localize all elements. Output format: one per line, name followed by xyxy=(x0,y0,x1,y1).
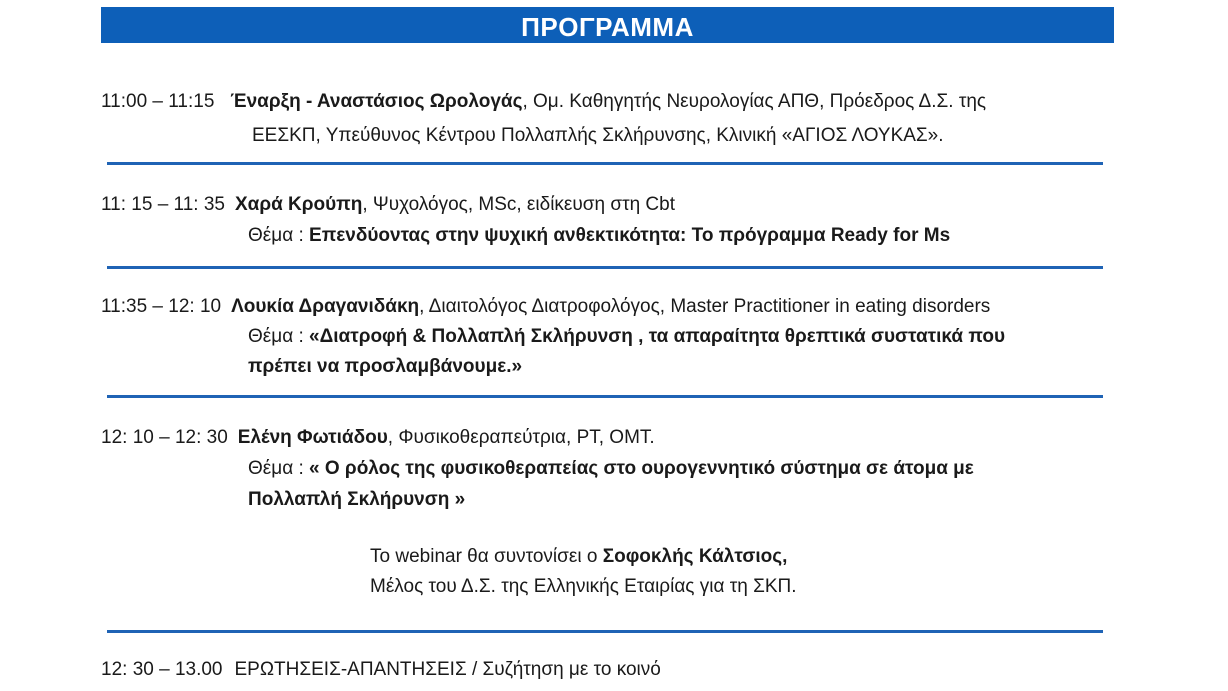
session-2-topic-title: Επενδύοντας στην ψυχική ανθεκτικότητα: Το πρόγραμμα Ready for Ms xyxy=(309,225,951,246)
session-3-topic-line-2 xyxy=(248,356,522,378)
session-4-topic-title-1: « Ο ρόλος της φυσικοθεραπείας στο ουρογεννητικό σύστημα σε άτομα με xyxy=(309,458,974,479)
session-1-time: 11:00 – 11:15 xyxy=(101,91,215,112)
moderator-prefix: Το webinar θα συντονίσει ο xyxy=(370,546,603,567)
session-2-speaker: Χαρά Κρούπη xyxy=(234,194,363,215)
session-1-speaker-details: , Ομ. Καθηγητής Νευρολογίας ΑΠΘ, Πρόεδρος Δ.Σ. της xyxy=(522,91,987,112)
session-4-line-1 xyxy=(101,427,655,449)
session-2-topic-prefix: Θέμα : xyxy=(248,225,310,246)
session-1-line-1 xyxy=(101,91,986,113)
session-4-speaker: Ελένη Φωτιάδου xyxy=(237,427,388,448)
session-2-topic xyxy=(248,225,950,247)
session-4-speaker-details: , Φυσικοθεραπεύτρια, PT, OMT. xyxy=(387,427,655,448)
session-3-topic-line-1 xyxy=(248,326,1005,348)
session-5-time: 12: 30 – 13.00 xyxy=(101,659,223,680)
session-1-line-2: ΕΕΣΚΠ, Υπεύθυνος Κέντρου Πολλαπλής Σκλήρυνσης, Κλινική «ΑΓΙΟΣ ΛΟΥΚΑΣ». xyxy=(252,125,944,146)
session-3-topic-title-2: πρέπει να προσλαμβάνουμε.» xyxy=(248,356,523,377)
moderator-line-2: Μέλος του Δ.Σ. της Ελληνικής Εταιρίας για τη ΣΚΠ. xyxy=(370,576,797,597)
divider-2 xyxy=(107,266,1103,269)
session-2-line-1 xyxy=(101,194,675,216)
session-4-time: 12: 10 – 12: 30 xyxy=(101,427,228,448)
session-3-time: 11:35 – 12: 10 xyxy=(101,296,222,317)
session-5-text: ΕΡΩΤΗΣΕΙΣ-ΑΠΑΝΤΗΣΕΙΣ / Συζήτηση με το κοινό xyxy=(234,659,661,680)
session-2-speaker-details: , Ψυχολόγος, MSc, ειδίκευση στη Cbt xyxy=(362,194,676,215)
session-3-speaker-details: , Διαιτολόγος Διατροφολόγος, Master Practitioner in eating disorders xyxy=(419,296,991,317)
session-5-line xyxy=(101,659,661,681)
session-3-topic-title-1: «Διατροφή & Πολλαπλή Σκλήρυνση , τα απαραίτητα θρεπτικά συστατικά που xyxy=(309,326,1006,347)
session-4-topic-line-2 xyxy=(248,489,465,511)
moderator-name: Σοφοκλής Κάλτσιος, xyxy=(602,546,788,567)
divider-3 xyxy=(107,395,1103,398)
session-4-topic-line-1 xyxy=(248,458,974,480)
session-3-topic-prefix: Θέμα : xyxy=(248,326,310,347)
session-1-speaker: Έναρξη - Αναστάσιος Ωρολογάς xyxy=(230,91,523,112)
session-4-topic-title-2: Πολλαπλή Σκλήρυνση » xyxy=(248,489,466,510)
session-3-line-1 xyxy=(101,296,990,318)
moderator-line-1 xyxy=(370,546,787,568)
divider-4 xyxy=(107,630,1103,633)
divider-1 xyxy=(107,162,1103,165)
session-3-speaker: Λουκία Δραγανιδάκη xyxy=(231,296,420,317)
session-2-time: 11: 15 – 11: 35 xyxy=(101,194,225,215)
session-4-topic-prefix: Θέμα : xyxy=(248,458,310,479)
program-title-banner: ΠΡΟΓΡΑΜΜΑ xyxy=(101,7,1114,43)
